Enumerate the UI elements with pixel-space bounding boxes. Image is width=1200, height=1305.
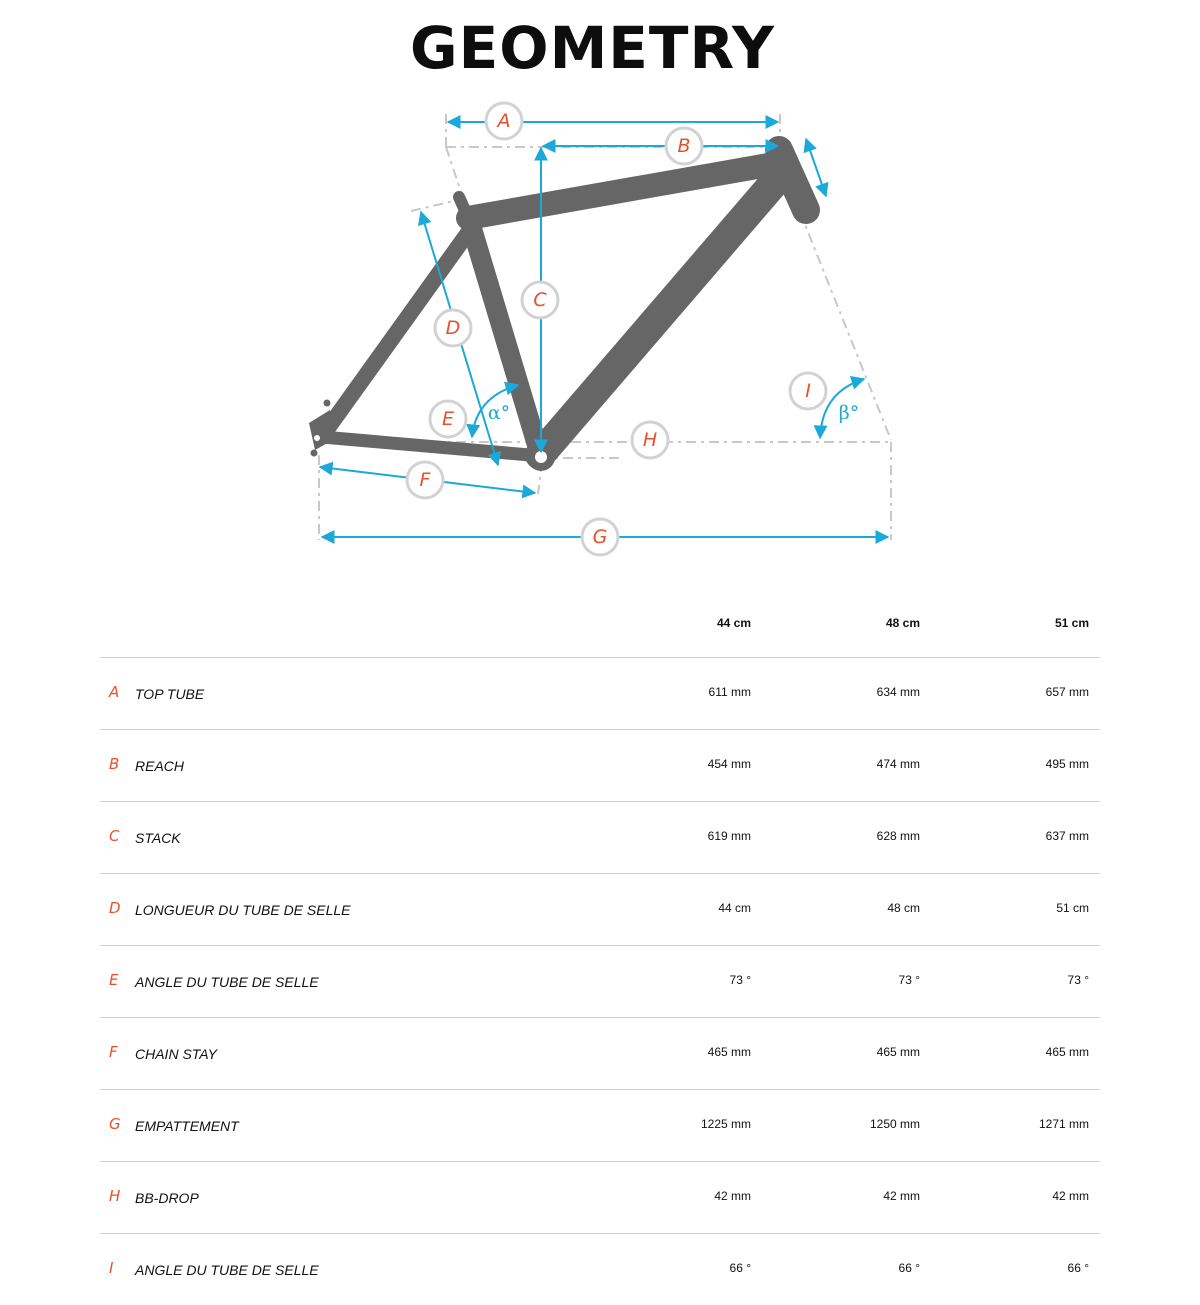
- row-letter: G: [109, 1115, 121, 1133]
- label-h: [632, 422, 668, 458]
- label-i: [790, 373, 826, 409]
- table-cell: 42 mm: [714, 1189, 751, 1203]
- svg-text:C: C: [533, 289, 547, 311]
- table-header: [100, 600, 1100, 658]
- row-letter: E: [109, 971, 119, 989]
- row-name: BB-DROP: [135, 1190, 199, 1206]
- table-cell: 611 mm: [708, 685, 751, 699]
- table-row: [100, 874, 1100, 946]
- angle-alpha: α°: [487, 402, 511, 424]
- row-name: REACH: [135, 758, 185, 774]
- row-letter: H: [109, 1187, 121, 1205]
- table-row: [100, 1018, 1100, 1090]
- column-header: 48 cm: [885, 616, 920, 630]
- svg-text:F: F: [419, 469, 431, 491]
- row-letter: A: [109, 683, 120, 701]
- geometry-diagram: [0, 0, 1200, 580]
- row-letter: B: [109, 755, 120, 773]
- svg-text:B: B: [677, 135, 691, 157]
- bike-frame: [309, 150, 806, 471]
- row-letter: I: [109, 1259, 114, 1277]
- svg-text:H: H: [642, 429, 658, 451]
- column-header: 51 cm: [1054, 616, 1089, 630]
- table-row: [100, 802, 1100, 874]
- row-name: STACK: [135, 830, 181, 846]
- table-cell: 628 mm: [876, 829, 920, 843]
- table-cell: 44 cm: [718, 901, 751, 915]
- row-name: EMPATTEMENT: [135, 1118, 239, 1134]
- table-row: [100, 1234, 1100, 1305]
- table-cell: 73 °: [729, 973, 751, 987]
- svg-text:G: G: [592, 526, 608, 548]
- table-cell: 73 °: [1067, 973, 1089, 987]
- table-cell: 51 cm: [1056, 901, 1089, 915]
- table-cell: 42 mm: [1052, 1189, 1089, 1203]
- table-row: [100, 658, 1100, 730]
- table-cell: 1271 mm: [1038, 1117, 1089, 1131]
- table-row: [100, 1090, 1100, 1162]
- svg-text:E: E: [441, 408, 455, 430]
- table-cell: 619 mm: [707, 829, 751, 843]
- table-cell: 657 mm: [1045, 685, 1089, 699]
- svg-text:D: D: [445, 317, 461, 339]
- table-cell: 66 °: [729, 1261, 751, 1275]
- label-b: [666, 128, 702, 164]
- geometry-table: [100, 600, 1100, 1305]
- page-title: GEOMETRY: [410, 14, 775, 82]
- svg-text:I: I: [805, 380, 811, 402]
- table-cell: 454 mm: [707, 757, 751, 771]
- table-cell: 495 mm: [1045, 757, 1089, 771]
- column-header: 44 cm: [716, 616, 751, 630]
- table-cell: 1225 mm: [700, 1117, 751, 1131]
- table-row: [100, 946, 1100, 1018]
- label-g: [582, 519, 618, 555]
- row-name: TOP TUBE: [135, 686, 205, 702]
- row-name: ANGLE DU TUBE DE SELLE: [135, 974, 319, 990]
- table-cell: 73 °: [898, 973, 920, 987]
- row-name: LONGUEUR DU TUBE DE SELLE: [135, 902, 351, 918]
- angle-beta: β°: [838, 402, 860, 424]
- table-row: [100, 730, 1100, 802]
- row-letter: D: [109, 899, 121, 917]
- table-cell: 465 mm: [707, 1045, 751, 1059]
- row-name: CHAIN STAY: [135, 1046, 217, 1062]
- row-name: ANGLE DU TUBE DE SELLE: [135, 1262, 319, 1278]
- table-row: [100, 1162, 1100, 1234]
- table-cell: 66 °: [1067, 1261, 1089, 1275]
- table-cell: 42 mm: [883, 1189, 920, 1203]
- label-d: [435, 310, 471, 346]
- label-f: [407, 462, 443, 498]
- table-cell: 637 mm: [1045, 829, 1089, 843]
- row-letter: F: [109, 1043, 118, 1061]
- row-letter: C: [109, 827, 120, 845]
- svg-text:A: A: [497, 110, 511, 132]
- table-cell: 48 cm: [887, 901, 920, 915]
- table-cell: 465 mm: [1045, 1045, 1089, 1059]
- table-cell: 66 °: [898, 1261, 920, 1275]
- label-e: [430, 401, 466, 437]
- table-cell: 474 mm: [876, 757, 920, 771]
- label-a: [486, 103, 522, 139]
- label-c: [522, 282, 558, 318]
- table-cell: 634 mm: [876, 685, 920, 699]
- table-cell: 465 mm: [876, 1045, 920, 1059]
- table-cell: 1250 mm: [869, 1117, 920, 1131]
